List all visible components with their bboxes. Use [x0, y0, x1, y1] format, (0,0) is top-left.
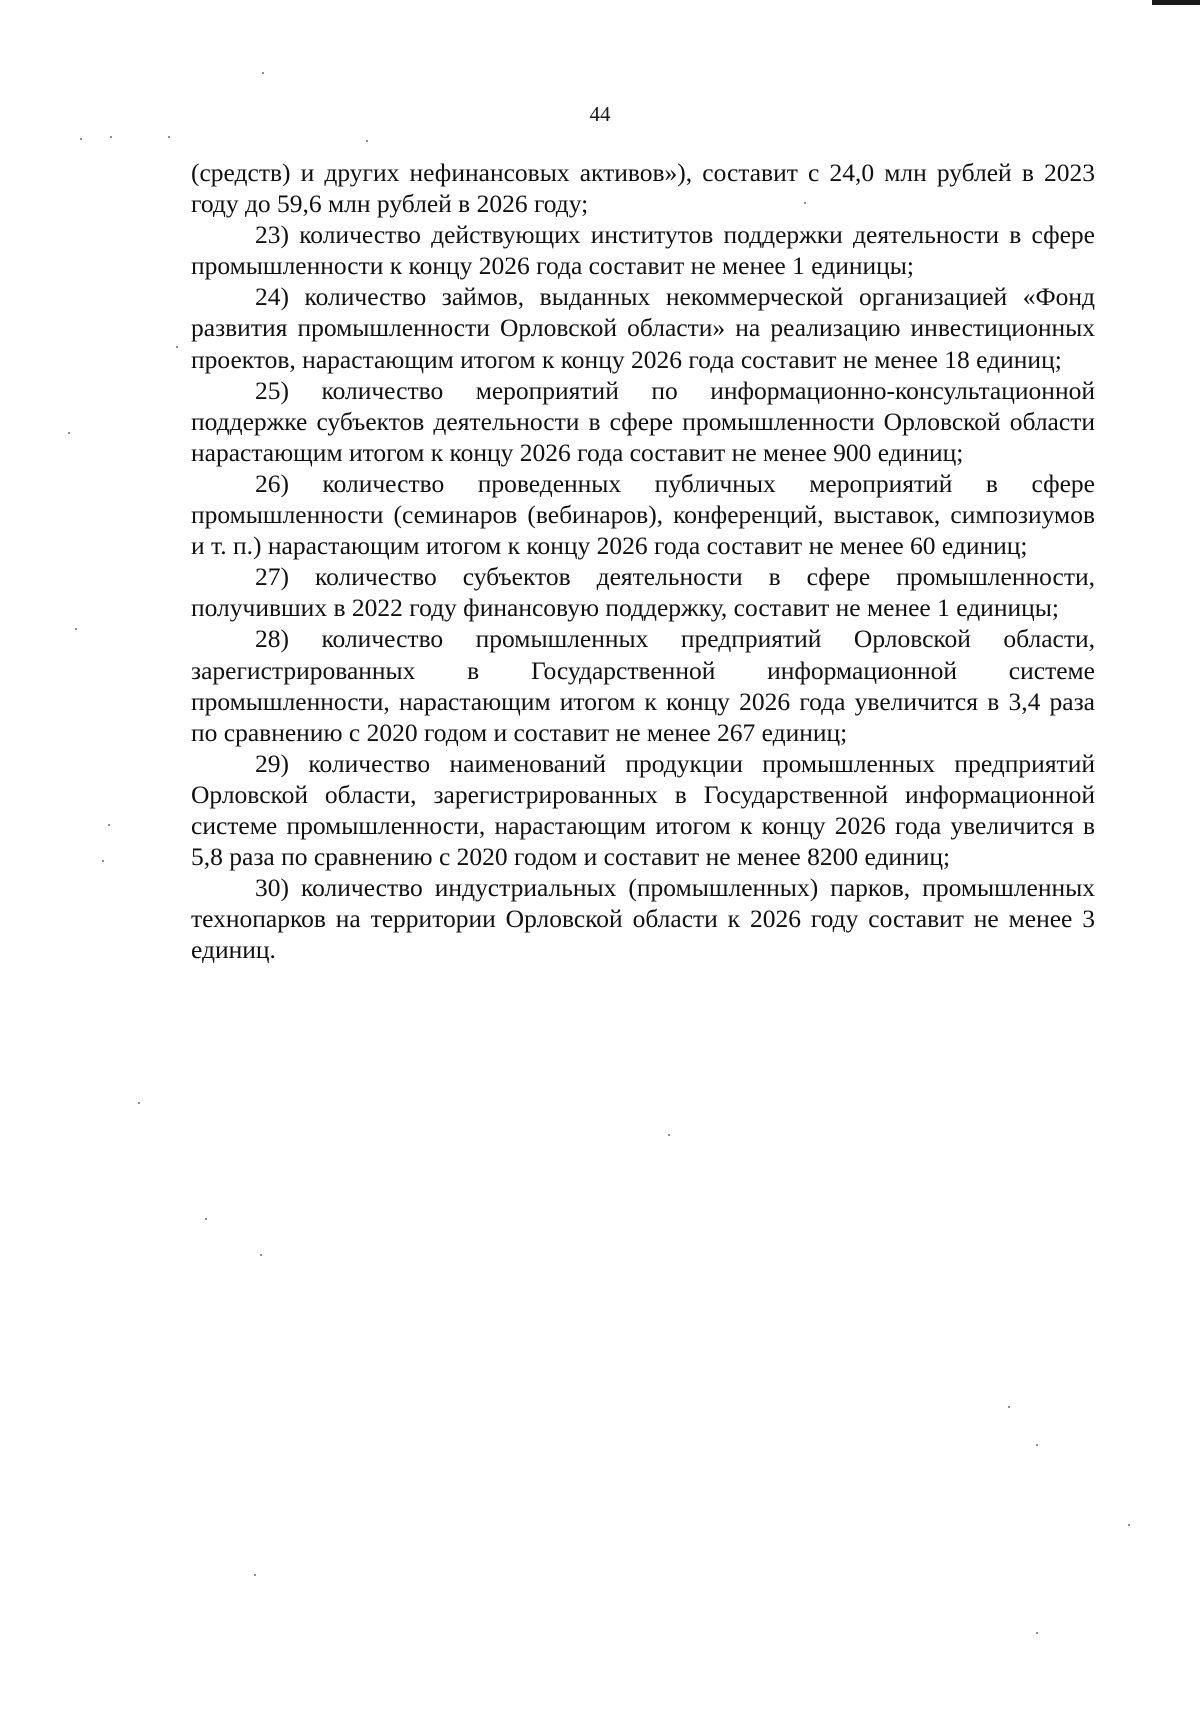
scan-speck — [1036, 1444, 1038, 1446]
paragraph-item-23: 23) количество действующих институтов поддержки деятельности в сфере промышленности к концу 2026 года составит не менее 1 единицы; — [191, 220, 1095, 281]
paragraph-continuation: (средств) и других нефинансовых активов»), составит с 24,0 млн рублей в 2023 году до 59,6 млн рублей в 2026 году; — [191, 158, 1095, 219]
scan-speck — [1036, 1632, 1038, 1634]
paragraph-item-29: 29) количество наименований продукции промышленных предприятий Орловской области, зарегистрированных в Государственной информационной системе промышленности, нарастающим итогом к концу 2026 года увеличится в 5,8 раза по сравнению с 2020 годом и составит не менее 8200 единиц; — [191, 748, 1095, 872]
paragraph-item-30: 30) количество индустриальных (промышленных) парков, промышленных технопарков на территории Орловской области к 2026 году составит не менее 3 единиц. — [191, 873, 1095, 965]
scan-speck — [668, 1134, 670, 1136]
paragraph-item-27: 27) количество субъектов деятельности в сфере промышленности, получивших в 2022 году финансовую поддержку, составит не менее 1 единицы; — [191, 562, 1095, 623]
scan-speck — [262, 72, 264, 74]
scan-speck — [1008, 1406, 1010, 1408]
document-body — [191, 157, 1095, 965]
scan-speck — [110, 136, 112, 138]
scan-speck — [168, 136, 170, 138]
scan-speck — [108, 824, 110, 826]
scan-speck — [80, 138, 82, 140]
scan-speck — [205, 1218, 207, 1220]
page-number: 44 — [589, 102, 611, 126]
paragraph-item-24: 24) количество займов, выданных некоммерческой организацией «Фонд развития промышленности Орловской области» на реализацию инвестиционных проектов, нарастающим итогом к концу 2026 года составит не менее 18 единиц; — [191, 282, 1095, 374]
scan-corner-mark — [1152, 0, 1200, 5]
paragraph-item-28: 28) количество промышленных предприятий Орловской области, зарегистрированных в Государственной информационной системе промышленности, нарастающим итогом к концу 2026 года увеличится в 3,4 раза по сравнению с 2020 годом и составит не менее 267 единиц; — [191, 624, 1095, 747]
scan-speck — [1128, 1524, 1130, 1526]
scan-speck — [176, 346, 178, 348]
scan-speck — [102, 860, 104, 862]
paragraph-item-25: 25) количество мероприятий по информационно-консультационной поддержке субъектов деятельности в сфере промышленности Орловской области нарастающим итогом к концу 2026 года составит не менее 900 единиц; — [191, 375, 1095, 467]
scan-speck — [260, 1254, 262, 1256]
scan-speck — [138, 1102, 140, 1104]
scan-speck — [804, 202, 806, 204]
paragraph-item-26: 26) количество проведенных публичных мероприятий в сфере промышленности (семинаров (вебинаров), конференций, выставок, симпозиумов и т. п.) нарастающим итогом к концу 2026 года составит не менее 60 единиц; — [191, 468, 1095, 561]
scan-speck — [68, 432, 70, 434]
scan-speck — [75, 628, 77, 630]
scan-speck — [254, 1574, 256, 1576]
scan-speck — [366, 140, 368, 142]
